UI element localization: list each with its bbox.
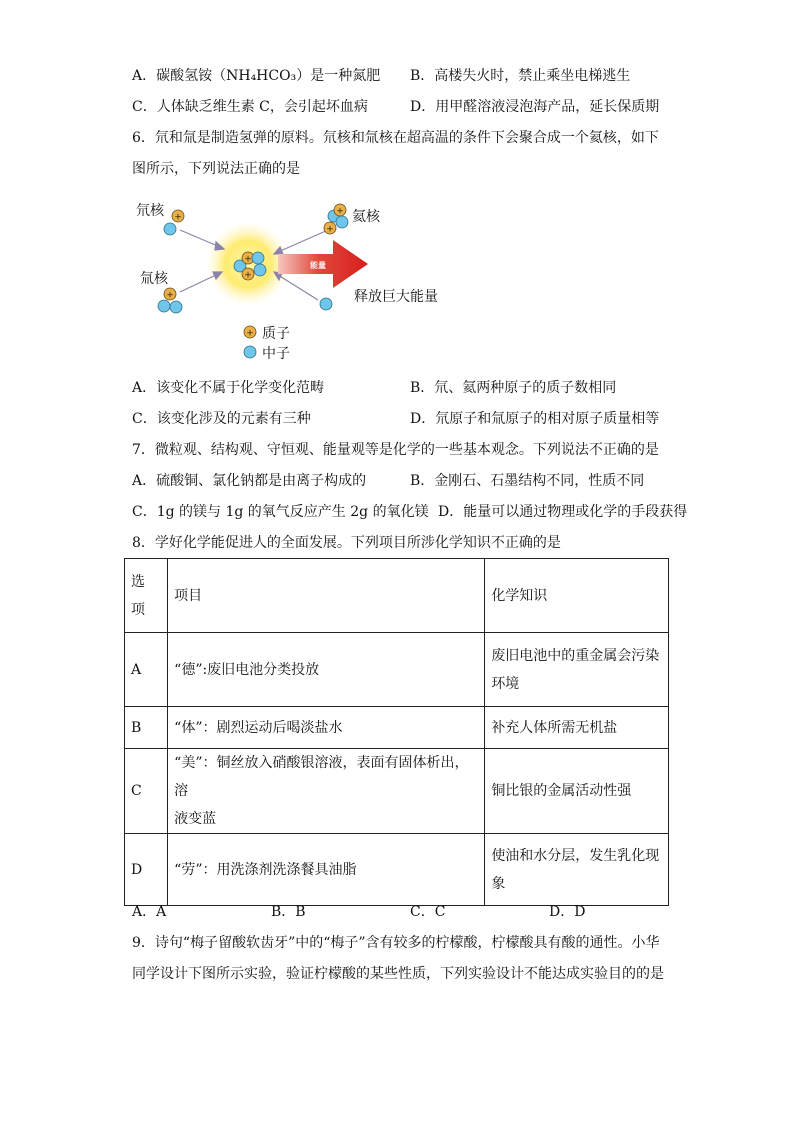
- q9-stem-line1: 9．诗句“梅子留酸软齿牙”中的“梅子”含有较多的柠檬酸，柠檬酸具有酸的通性。小华: [132, 935, 660, 951]
- row-option: B: [125, 707, 168, 749]
- fusion-diagram-svg: [128, 192, 458, 372]
- svg-text:+: +: [244, 254, 252, 265]
- q9-stem-line2: 同学设计下图所示实验，验证柠檬酸的某些性质，下列实验设计不能达成实验目的的是: [132, 966, 664, 982]
- row-option: A: [125, 633, 168, 707]
- header-option: 选 项: [125, 559, 168, 633]
- neutron-arrow: [278, 275, 318, 300]
- table-row: [125, 834, 669, 906]
- q6-option-c: C．该变化涉及的元素有三种: [132, 411, 311, 427]
- header-knowledge: 化学知识: [485, 559, 669, 633]
- row-knowledge: 铜比银的金属活动性强: [485, 749, 669, 834]
- row-project: “德”:废旧电池分类投放: [168, 633, 485, 707]
- row-knowledge: 废旧电池中的重金属会污染 环境: [485, 633, 669, 707]
- q5-option-b: B．高楼失火时，禁止乘坐电梯逃生: [410, 68, 631, 84]
- legend-proton-label: 质子: [262, 326, 290, 342]
- neutron-particle: [170, 301, 182, 313]
- deuterium-nucleus: [164, 210, 184, 235]
- q6-option-d: D．氘原子和氚原子的相对原子质量相等: [410, 411, 660, 427]
- q6-stem-line1: 6．氘和氚是制造氢弹的原料。氘核和氚核在超高温的条件下会聚合成一个氦核，如下: [132, 130, 659, 146]
- row-project: “体”：剧烈运动后喝淡盐水: [168, 707, 485, 749]
- q8-answer-b: B．B: [271, 904, 306, 920]
- helium-arrow: [278, 230, 328, 252]
- q7-option-c: C．1g 的镁与 1g 的氧气反应产生 2g 的氧化镁: [132, 504, 429, 520]
- energy-arrow-label: 能量: [310, 261, 326, 270]
- release-energy-label: 释放巨大能量: [354, 289, 438, 305]
- q7-option-b: B．金刚石、石墨结构不同，性质不同: [410, 473, 645, 489]
- table-header-row: [125, 559, 669, 633]
- row-project: “美”：铜丝放入硝酸银溶液，表面有固体析出，溶 液变蓝: [168, 749, 485, 834]
- legend-neutron-label: 中子: [262, 346, 290, 362]
- q8-answer-d: D．D: [549, 904, 586, 920]
- neutron-particle: [158, 300, 170, 312]
- q8-stem: 8．学好化学能促进人的全面发展。下列项目所涉化学知识不正确的是: [132, 535, 561, 551]
- row-option: D: [125, 834, 168, 906]
- svg-text:+: +: [244, 270, 252, 281]
- deuterium-label: 氘核: [136, 203, 164, 219]
- row-project: “劳”：用洗涤剂洗涤餐具油脂: [168, 834, 485, 906]
- q7-option-d: D．能量可以通过物理或化学的手段获得: [438, 504, 688, 520]
- svg-text:+: +: [166, 290, 174, 301]
- q6-option-a: A．该变化不属于化学变化范畴: [132, 380, 325, 396]
- q7-stem: 7．微粒观、结构观、守恒观、能量观等是化学的一些基本观念。下列说法不正确的是: [132, 442, 659, 458]
- header-project: 项目: [168, 559, 485, 633]
- q6-stem-line2: 图所示，下列说法正确的是: [132, 161, 300, 177]
- table-row: [125, 633, 669, 707]
- helium-label: 氦核: [352, 209, 380, 225]
- free-neutron: [320, 298, 332, 310]
- deuterium-arrow: [180, 230, 220, 247]
- svg-text:+: +: [336, 206, 344, 217]
- fusion-diagram: [128, 192, 458, 372]
- row-option: C: [125, 749, 168, 834]
- tritium-label: 氚核: [140, 271, 168, 287]
- q7-option-a: A．硫酸铜、氯化钠都是由离子构成的: [132, 473, 367, 489]
- legend-neutron-icon: [244, 346, 256, 358]
- svg-text:+: +: [326, 224, 334, 235]
- table-row: [125, 707, 669, 749]
- q5-option-c: C．人体缺乏维生素 C，会引起坏血病: [132, 99, 368, 115]
- q6-option-b: B．氘、氦两种原子的质子数相同: [410, 380, 617, 396]
- row-knowledge: 使油和水分层，发生乳化现 象: [485, 834, 669, 906]
- q5-option-a: A．碳酸氢铵（NH₄HCO₃）是一种氮肥: [132, 68, 381, 84]
- q5-option-d: D．用甲醛溶液浸泡海产品，延长保质期: [410, 99, 660, 115]
- neutron-particle: [164, 223, 176, 235]
- tritium-nucleus: [158, 288, 182, 313]
- helium-nucleus: [324, 204, 348, 235]
- row-knowledge: 补充人体所需无机盐: [485, 707, 669, 749]
- q8-table: [124, 558, 669, 906]
- table-row: [125, 749, 669, 834]
- q8-answer-a: A．A: [132, 904, 167, 920]
- svg-text:+: +: [174, 212, 182, 223]
- svg-text:+: +: [246, 328, 254, 339]
- q8-answer-c: C．C: [410, 904, 446, 920]
